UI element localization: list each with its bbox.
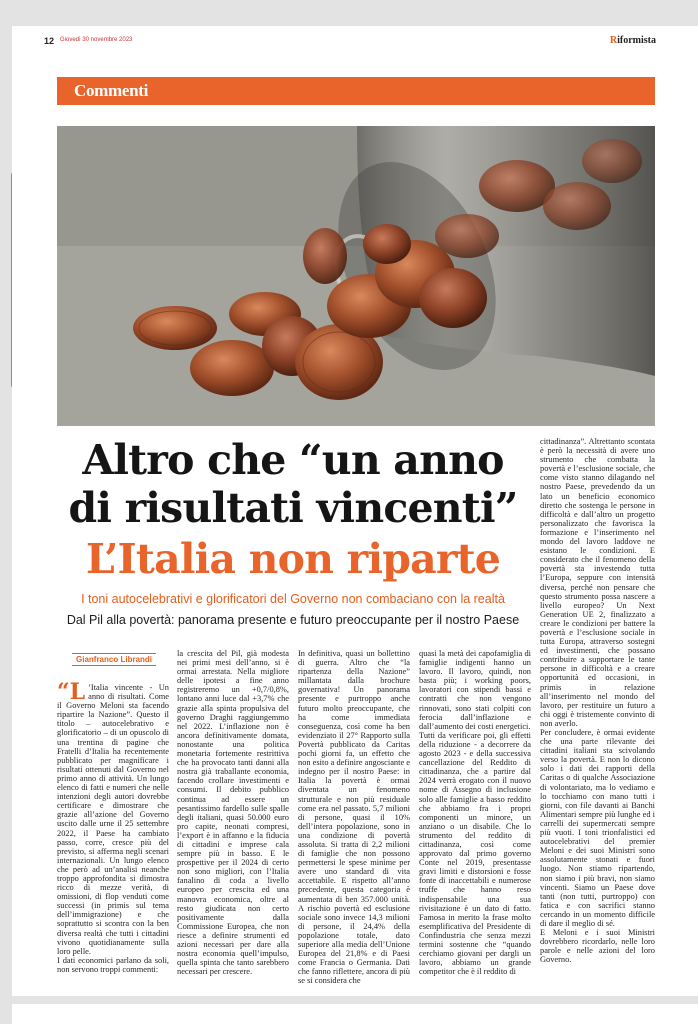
text-column-3: [298, 649, 410, 986]
headline-line-2: di risultati vincenti”: [68, 484, 518, 532]
headline-line-1: Altro che “un anno: [82, 436, 504, 484]
next-page-edge: [12, 1004, 698, 1024]
headline-accent: L’Italia non riparte: [85, 535, 501, 583]
brand-logo: Riformista: [609, 35, 656, 46]
column-3-text: In definitiva, quasi un bollettino di guerra. Altro che “la ripartenza della Nazione” millantata dalla brochure governativa! Un panorama presente e purtroppo anche futuro molto preoccupante, che ha come immediata conseguenza, così come ha ben evidenziato il 27° Rapporto sulla Povertà pubblicato da Caritas pochi giorni fa, un effetto che non esito a definire angosciante e indegno per il nostro Paese: in Italia la povertà è ormai diventata un fenomeno strutturale e non più residuale come era nel passato. 5,7 milioni di persone, quasi il 10% dell’intera popolazione, sono in una condizione di povertà assoluta. Si tratta di 2,2 milioni di famiglie che non possono permettersi le spese minime per avere uno standard di vita accettabile. E rispetto all’anno precedente, questa categoria è aumentata di ben 357.000 unità. A rischio povertà ed esclusione sociale sono invece 14,3 milioni di persone, il 24,4% della popolazione totale, dato superiore alla media dell’Unione Europea del 21,8% e di Paesi come Francia o Germania. Dati che fanno riflettere, ancora di più se si considera che: [298, 649, 410, 986]
text-column-1: [57, 679, 169, 974]
author-byline: Gianfranco Librandi: [72, 653, 156, 666]
column-5-paragraph-3: E Meloni e i suoi Ministri dovrebbero ricordarlo, nelle loro parole e nelle azioni del loro Governo.: [540, 928, 655, 965]
text-column-4: [419, 649, 531, 977]
page-header: [44, 36, 656, 48]
column-4-text: quasi la metà dei capofamiglia di famiglie indigenti hanno un lavoro. Il lavoro, quindi, non basta più; i working poors, lavoratori con stipendi bassi e contratti che non vengono rinnovati, sono stati colpiti con ferocia dall’inflazione e dall’aumento dei costi energetici.: [419, 649, 531, 731]
article-deck: Dal Pil alla povertà: panorama presente e futuro preoccupante per il nostro Paese: [66, 613, 520, 627]
column-1-paragraph-2: I dati economici parlano da soli, non servono troppi commenti:: [57, 955, 169, 974]
column-5-text: cittadinanza”. Altrettanto scontata è però la necessità di avere uno strumento che combatta la povertà e l’esclusione sociale, che come visto stanno dilagando nel nostro Paese, prevedendo da un lato un beneficio economico diretto che sostenga le persone in difficoltà e dall’altro un progetto personalizzato che favorisca la formazione e l’inserimento nel mondo del lavoro laddove ne esistano le condizioni. E considerato che il fenomeno della povertà sta investendo tutta l’Europa, seppure con intensità diversa, perché non pensare che questo strumento possa nascere a livello europeo? Un Next Generation UE 2, finalizzato a creare le condizioni per battere la povertà e l’esclusione sociale in tutta Europa, attraverso sostegni ed investimenti, che possano contribuire a supportare le tante persone in difficoltà e a creare opportunità ed occasioni, in primis in relazione all’inserimento nel mondo del lavoro, per restituire un futuro a chi oggi è tristemente convinto di non averlo.: [540, 437, 655, 728]
article-subtitle: I toni autocelebrativi e glorificatori del Governo non combaciano con la realtà: [81, 592, 505, 606]
headline-block: [57, 436, 529, 627]
section-bar: [57, 77, 655, 105]
page-number: 12: [44, 36, 55, 46]
column-1-text: ’Italia vincente - Un anno di risultati. Come il Governo Meloni sta facendo ripartire la Nazione”. Questo il titolo – autocelebrativo e glorificatorio – di un opuscolo di una trentina di pagine che Fratelli d’Italia ha recentemente pubblicato per magnificare i risultati ottenuti dal Governo nel primo anno di attività. Un lungo elenco di fatti e numeri che nelle intenzioni degli autori dovrebbe certificare e dimostrare che grazie all’azione del Governo uscito dalle urne il 25 settembre 2022, il Paese ha cambiato passo, corre, cresce più del previsto, si afferma negli scenari internazionali. Un lungo elenco che però ad un’analisi neanche troppo approfondita si dimostra ricco di mezze verità, di omissioni, di flop venduti come successi (in primis sul tema dell’immigrazione) e che soprattutto si scontra con la ben diversa realtà che tutti i cittadini vivono quotidianamente sulla loro pelle.: [57, 683, 169, 956]
column-5-paragraph-2: Per concludere, è ormai evidente che una parte rilevante dei cittadini italiani sta scivolando verso la povertà. E non lo dicono solo i dati dei rapporti della Caritas o di qualche Associazione di volontariato, ma lo vediamo e lo tocchiamo con mano tutti i giorni, con file davanti ai Banchi Alimentari sempre più lunghe ed i carrelli dei supermercati sempre più vuoti. I toni trionfalistici ed autocelebrativi del premier Meloni e dei suoi Ministri sono assolutamente stonati e fuori luogo. Non stiamo ripartendo, non siamo i più bravi, non siamo vincenti. Siamo un Paese dove tanti (non tutti, purtroppo) con fatica e con sacrifici stanno cercando in un momento difficile di dare il meglio di sé.: [540, 728, 655, 928]
text-column-5: [540, 437, 655, 967]
page-date: Giovedì 30 novembre 2023: [60, 37, 133, 43]
column-4-paragraph-2: Tutti da verificare poi, gli effetti della riduzione - a decorrere da agosto 2023 - e della successiva cancellazione del Reddito di cittadinanza, che a partire dal 2024 verrà erogato con il nuovo nome di Assegno di inclusione solo alle famiglie a basso reddito che abbiamo fra i propri componenti un minore, un anziano o un disabile. Che lo strumento del reddito di cittadinanza, così come approvato dal primo governo Conte nel 2019, presentasse gravi limiti e distorsioni e fosse fonte di inaccettabili e numerose truffe che hanno reso indispensabile una sua rivisitazione è un dato di fatto. Famosa in merito la frase molto esemplificativa del Presidente di Confindustria che senza mezzi termini sostenne che “quando cerchiamo giovani per dargli un lavoro, abbiamo un grande competitor che è il reddito di: [419, 730, 531, 977]
section-title: Commenti: [74, 81, 149, 100]
photo-illustration: [57, 126, 655, 426]
drop-quote: “L: [57, 679, 86, 705]
text-column-2: [177, 649, 289, 977]
column-2-text: la crescita del Pil, già modesta nei primi mesi dell’anno, si è ormai arrestata. Nella migliore delle ipotesi a fine anno registreremo un +0,7/0,8%, lontano anni luce dal +3,7% che grazie alla spinta propulsiva del governo Draghi raggiungemmo nel 2022. L’inflazione non è ancora definitivamente domata, nonostante una politica monetaria fortemente restrittiva che ha provocato tanti danni alla nostra già traballante economia, facendo crollare investimenti e consumi. Il debito pubblico continua ad essere un pesantissimo fardello sulle spalle degli italiani, quasi 50.000 euro pro capite, neonati compresi, l’export è in affanno e la fiducia di cittadini e imprese cala sempre più in basso. E le prospettive per il 2024 di certo non sono migliori, con l’Italia fanalino di coda a livello europeo per crescita ed una manovra economica, oltre al resto giudicata non certo positivamente dalla Commissione Europea, che non riesce a definire strumenti ed azioni necessari per dare alla nostra economia quell’impulso, quella spinta che tanto sarebbero necessari per crescere.: [177, 649, 289, 977]
coins-jar-photo: [57, 126, 655, 426]
